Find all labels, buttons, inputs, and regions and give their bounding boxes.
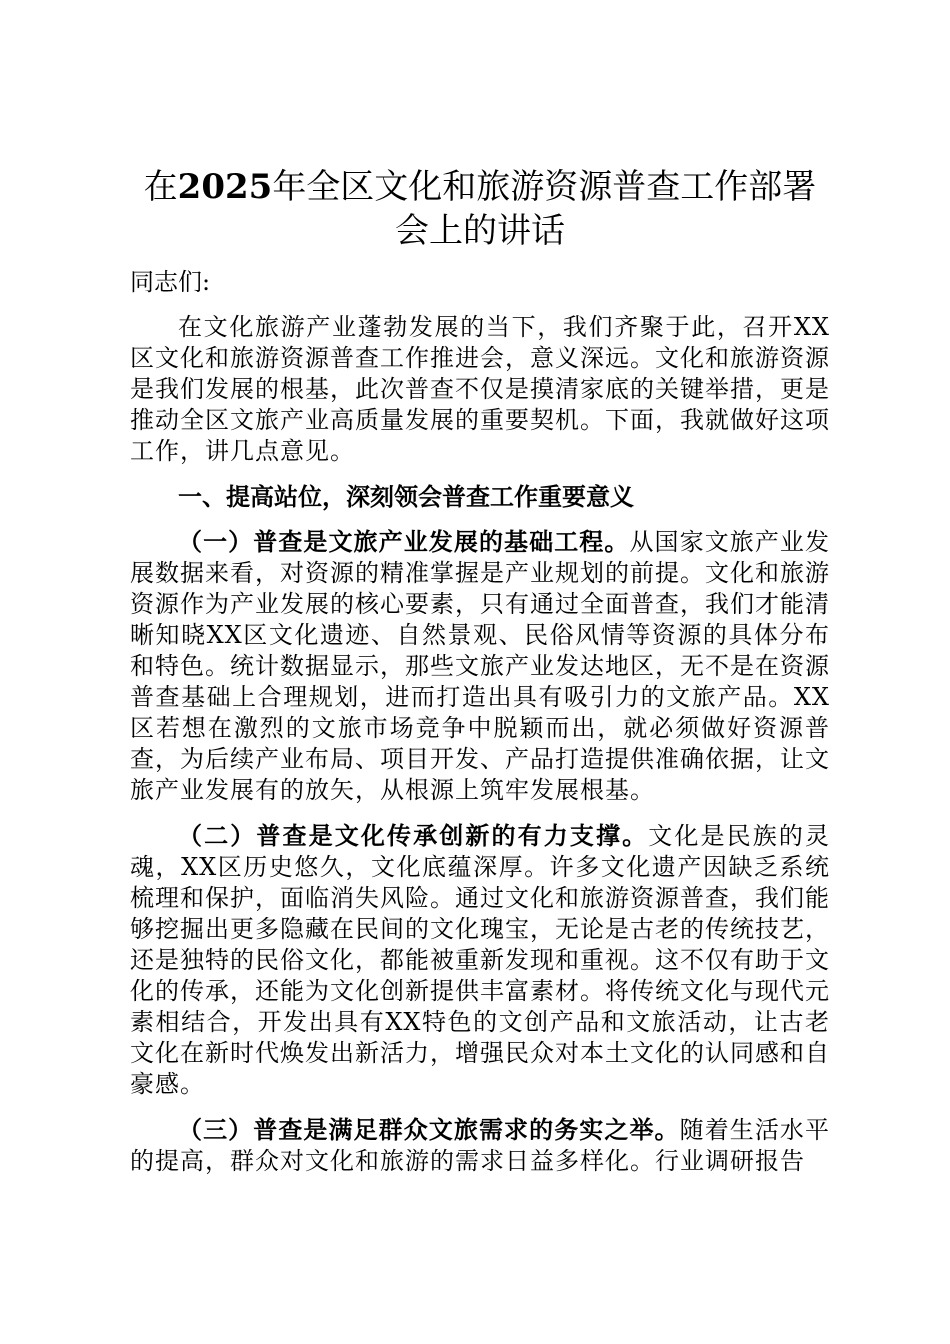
item-lead-2: （二）普查是文化传承创新的有力支撑。 xyxy=(178,821,649,850)
item-body-1: 从国家文旅产业发展数据来看，对资源的精准掌握是产业规划的前提。文化和旅游资源作为产业发展的核心要素，只有通过全面普查，我们才能清晰知晓XX区文化遗迹、自然景观、民俗风情等资源的具体分布和特色。统计数据显示，那些文旅产业发达地区，无不是在资源普查基础上合理规划，进而打造出具有吸引力的文旅产品。XX区若想在激烈的文旅市场竞争中脱颖而出，就必须做好资源普查，为后续产业布局、项目开发、产品打造提供准确依据，让文旅产业发展有的放矢，从根源上筑牢发展根基。 xyxy=(130,528,831,804)
section1-heading: 一、提高站位，深刻领会普查工作重要意义 xyxy=(178,482,634,511)
document-content xyxy=(130,165,830,1191)
item-paragraph-1 xyxy=(130,526,830,806)
title-line2: 会上的讲话 xyxy=(395,211,565,251)
intro-paragraph: 在文化旅游产业蓬勃发展的当下，我们齐聚于此，召开XX区文化和旅游资源普查工作推进会，意义深远。文化和旅游资源是我们发展的根基，此次普查不仅是摸清家底的关键举措，更是推动全区文旅产业高质量发展的重要契机。下面，我就做好这项工作，讲几点意见。 xyxy=(130,313,830,465)
item-lead-3: （三）普查是满足群众文旅需求的务实之举。 xyxy=(178,1115,680,1144)
item-body-2: 文化是民族的灵魂，XX区历史悠久，文化底蕴深厚。许多文化遗产因缺乏系统梳理和保护，面临消失风险。通过文化和旅游资源普查，我们能够挖掘出更多隐藏在民间的文化瑰宝，无论是古老的传统技艺，还是独特的民俗文化，都能被重新发现和重视。这不仅有助于文化的传承，还能为文化创新提供丰富素材。将传统文化与现代元素相结合，开发出具有XX特色的文创产品和文旅活动，让古老文化在新时代焕发出新活力，增强民众对本土文化的认同感和自豪感。 xyxy=(130,822,830,1098)
document-title xyxy=(130,165,830,253)
title-prefix: 在 xyxy=(143,167,178,207)
title-year: 2025 xyxy=(177,167,273,207)
item-paragraph-2 xyxy=(130,820,830,1100)
item-body-3: 随着生活水平的提高，群众对文化和旅游的需求日益多样化。行业调研报告 xyxy=(130,1116,831,1175)
salutation: 同志们: xyxy=(130,268,211,296)
title-rest-line1: 年全区文化和旅游资源普查工作部署 xyxy=(272,167,817,207)
item-lead-1: （一）普查是文旅产业发展的基础工程。 xyxy=(178,527,630,556)
item-paragraph-3 xyxy=(130,1114,830,1177)
